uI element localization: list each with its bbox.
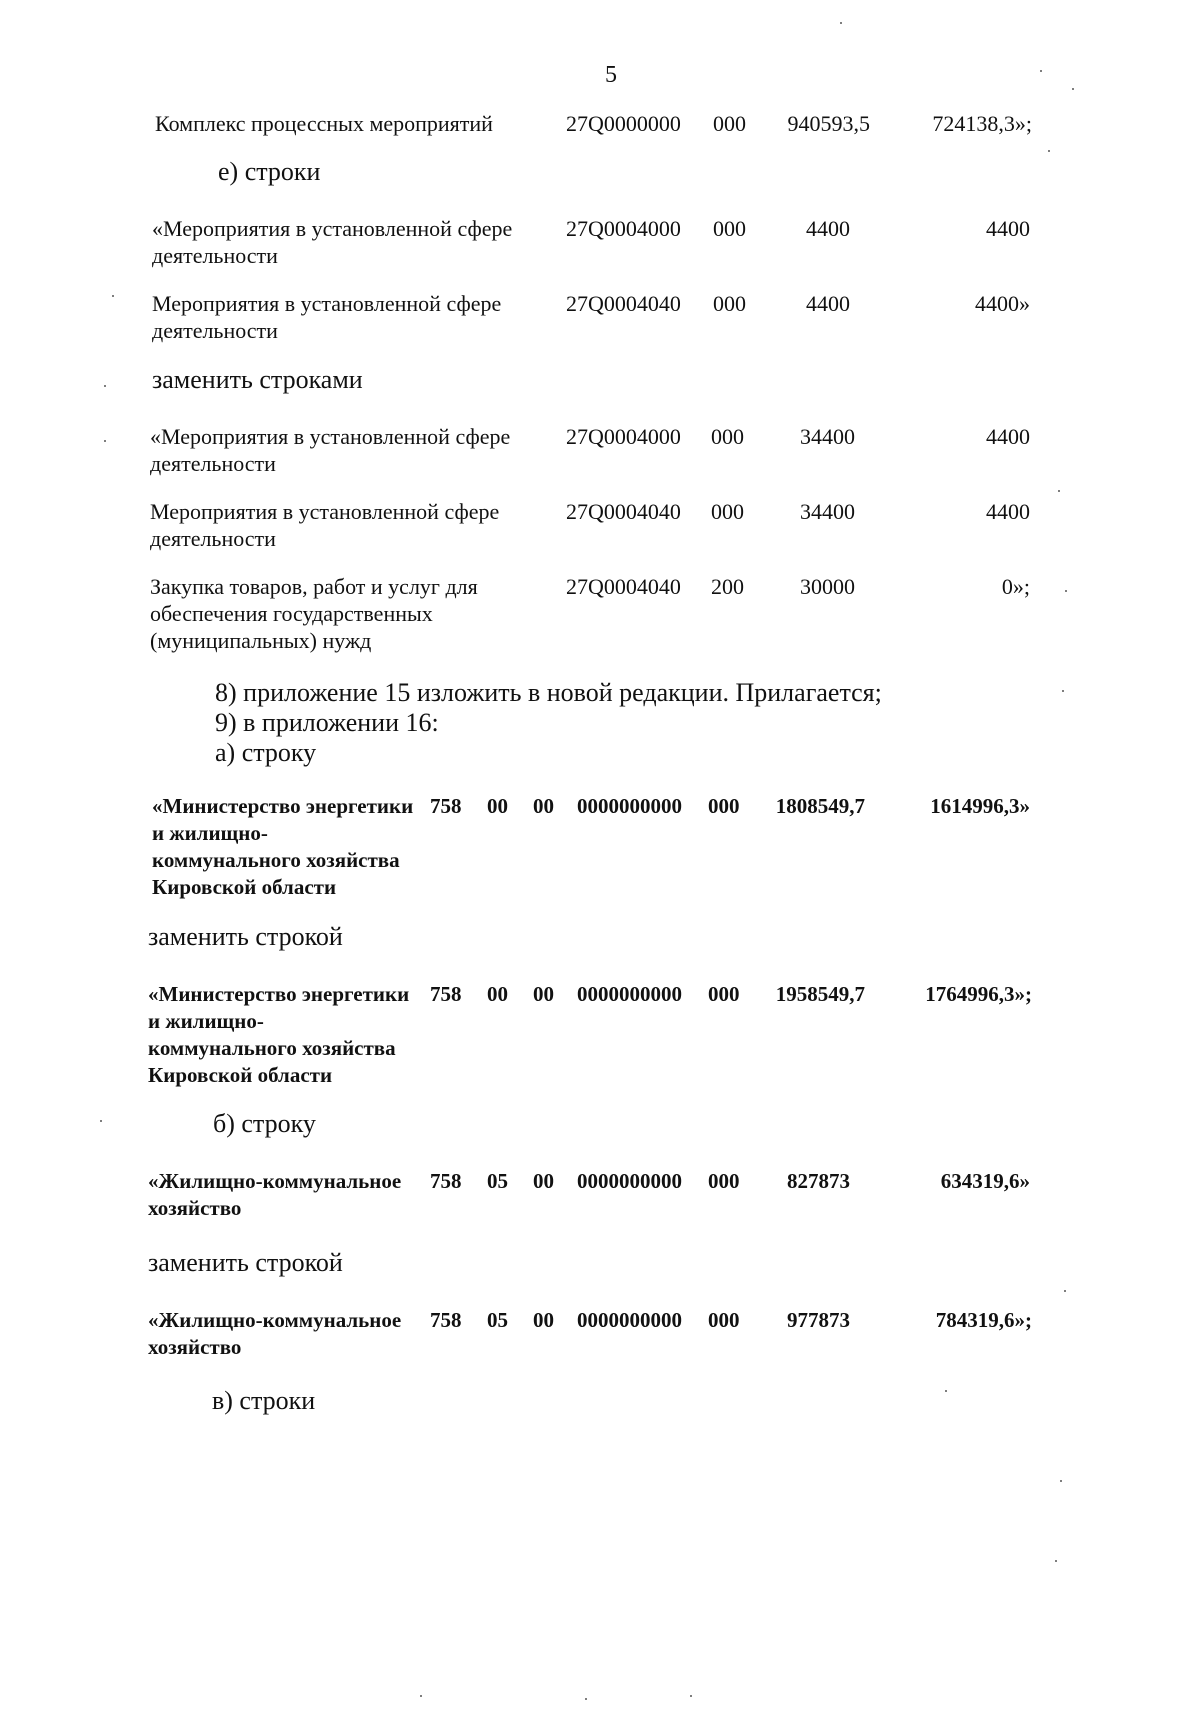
complex-row-type: 000: [713, 111, 746, 136]
table-row-code: 0000000000: [577, 1308, 682, 1332]
table-row-name: Закупка товаров, работ и услуг для обеспечения государственных (муниципальных) нужд: [150, 574, 478, 653]
table-row-name: Мероприятия в установленной сфере деятельности: [150, 499, 500, 551]
scan-speck: [1048, 150, 1050, 152]
table-row-value-1: 34400: [800, 424, 855, 449]
table-row-value-1: 4400: [806, 216, 850, 241]
table-row-type: 000: [708, 982, 740, 1006]
table-row-code: 0000000000: [577, 1169, 682, 1193]
table-row-code-3: 00: [533, 1169, 554, 1193]
label-b: б) строку: [213, 1109, 316, 1138]
table-row-type: 200: [711, 574, 744, 599]
table-row-code-3: 00: [533, 982, 554, 1006]
table-row-code-2: 05: [487, 1169, 508, 1193]
page-number: 5: [605, 62, 617, 88]
table-row-code: 0000000000: [577, 794, 682, 818]
table-row-value-1: 4400: [806, 291, 850, 316]
table-row-code-1: 758: [430, 1169, 462, 1193]
scan-speck: [100, 1120, 102, 1122]
table-row-value-2: 4400: [986, 424, 1030, 449]
table-row-name: «Министерство энергетики и жилищно-коммунального хозяйства Кировской области: [152, 794, 414, 899]
table-row-name: «Жилищно-коммунальное хозяйство: [148, 1308, 402, 1359]
complex-row-code: 27Q0000000: [566, 111, 681, 136]
scan-speck: [1040, 70, 1042, 72]
table-row-code-1: 758: [430, 1308, 462, 1332]
table-row-code-1: 758: [430, 794, 462, 818]
label-replace-rows: заменить строками: [152, 365, 363, 394]
scan-speck: [690, 1695, 692, 1697]
table-row-value-2: 4400: [986, 499, 1030, 524]
table-row-name: «Министерство энергетики и жилищно-коммунального хозяйства Кировской области: [148, 982, 410, 1087]
scan-speck: [1072, 88, 1074, 90]
table-row-value-2: 1614996,3»: [930, 794, 1030, 818]
scan-speck: [1064, 1290, 1066, 1292]
table-row-name: «Мероприятия в установленной сфере деятельности: [152, 216, 513, 268]
scan-speck: [104, 385, 106, 387]
scan-speck: [840, 22, 842, 24]
scan-speck: [1060, 1480, 1062, 1482]
complex-row-name: Комплекс процессных мероприятий: [155, 111, 493, 136]
table-row-value-2: 4400: [986, 216, 1030, 241]
table-row-code-2: 05: [487, 1308, 508, 1332]
item-9-text: 9) в приложении 16:: [215, 708, 439, 737]
table-row-type: 000: [711, 424, 744, 449]
scan-speck: [1065, 590, 1067, 592]
scan-speck: [1055, 1560, 1057, 1562]
table-row-type: 000: [708, 1308, 740, 1332]
table-row-code-3: 00: [533, 1308, 554, 1332]
table-row-type: 000: [708, 794, 740, 818]
scan-speck: [585, 1698, 587, 1700]
table-row-code: 0000000000: [577, 982, 682, 1006]
label-replace-row: заменить строкой: [148, 922, 343, 951]
table-row-name: «Жилищно-коммунальное хозяйство: [148, 1169, 402, 1220]
scan-speck: [104, 440, 106, 442]
table-row-code-2: 00: [487, 982, 508, 1006]
table-row-code: 27Q0004040: [566, 499, 681, 524]
table-row-code-3: 00: [533, 794, 554, 818]
table-row-value-2: 0»;: [1001, 574, 1030, 599]
label-replace-row: заменить строкой: [148, 1248, 343, 1277]
table-row-value-2: 784319,6»;: [935, 1308, 1032, 1332]
table-row-value-1: 1808549,7: [775, 794, 865, 818]
table-row-value-1: 977873: [787, 1308, 850, 1332]
table-row-code-1: 758: [430, 982, 462, 1006]
complex-row-value-2: 724138,3»;: [932, 111, 1032, 136]
complex-row-value-1: 940593,5: [787, 111, 870, 136]
table-row-value-1: 1958549,7: [775, 982, 865, 1006]
scan-speck: [1062, 690, 1064, 692]
table-row-value-2: 634319,6»: [940, 1169, 1030, 1193]
table-row-code-2: 00: [487, 794, 508, 818]
item-8-text: 8) приложение 15 изложить в новой редакции. Прилагается;: [215, 678, 882, 707]
scan-speck: [1058, 490, 1060, 492]
label-e: е) строки: [218, 157, 321, 186]
table-row-value-1: 827873: [787, 1169, 850, 1193]
table-row-type: 000: [711, 499, 744, 524]
table-row-value-1: 34400: [800, 499, 855, 524]
scan-speck: [945, 1390, 947, 1392]
label-a: а) строку: [215, 738, 317, 767]
table-row-value-1: 30000: [800, 574, 855, 599]
table-row-name: Мероприятия в установленной сфере деятельности: [152, 291, 502, 343]
table-row-type: 000: [708, 1169, 740, 1193]
scan-speck: [112, 295, 114, 297]
table-row-code: 27Q0004000: [566, 216, 681, 241]
table-row-type: 000: [713, 291, 746, 316]
table-row-value-2: 4400»: [975, 291, 1030, 316]
scan-speck: [420, 1695, 422, 1697]
label-v: в) строки: [212, 1386, 316, 1415]
table-row-name: «Мероприятия в установленной сфере деятельности: [150, 424, 511, 476]
table-row-code: 27Q0004000: [566, 424, 681, 449]
table-row-code: 27Q0004040: [566, 574, 681, 599]
table-row-type: 000: [713, 216, 746, 241]
table-row-code: 27Q0004040: [566, 291, 681, 316]
table-row-value-2: 1764996,3»;: [925, 982, 1032, 1006]
